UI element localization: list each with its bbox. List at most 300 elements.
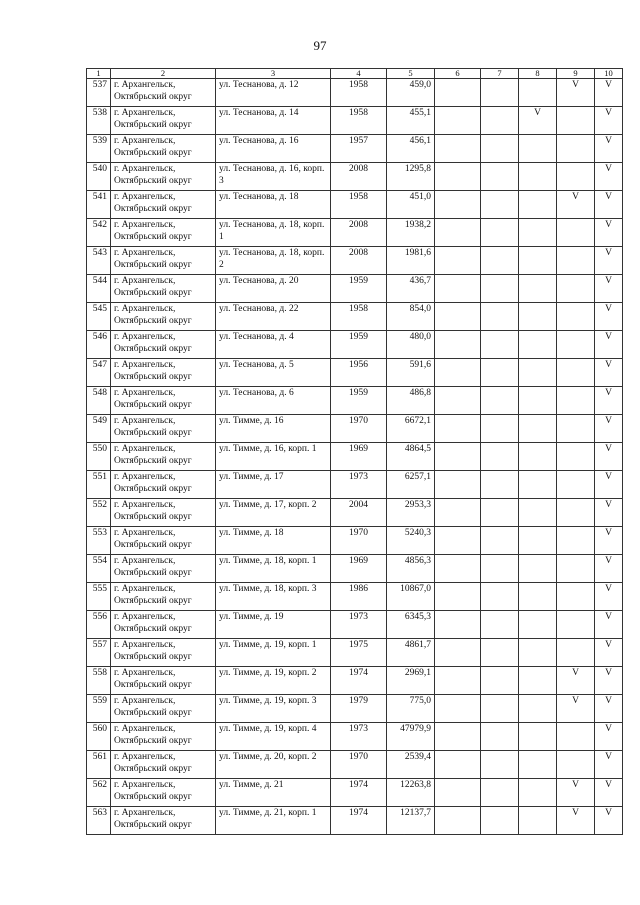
area-cell: 2969,1 [387,667,435,695]
mark-cell-9 [557,303,595,331]
area-cell: 436,7 [387,275,435,303]
column-number-header-row [87,69,623,79]
area-cell: 4864,5 [387,443,435,471]
area-cell: 6257,1 [387,471,435,499]
mark-cell-8 [519,359,557,387]
mark-cell-6 [435,107,481,135]
mark-cell-10: V [595,611,623,639]
area-cell: 591,6 [387,359,435,387]
table-row [87,807,623,835]
location-cell: г. Архангельск, Октябрьский округ [111,499,216,527]
location-cell: г. Архангельск, Октябрьский округ [111,331,216,359]
mark-cell-6 [435,555,481,583]
mark-cell-6 [435,779,481,807]
address-cell: ул. Теснанова, д. 20 [216,275,331,303]
year-cell: 1970 [331,415,387,443]
table-row [87,779,623,807]
address-cell: ул. Тимме, д. 18, корп. 3 [216,583,331,611]
year-cell: 1974 [331,807,387,835]
table-row [87,387,623,415]
year-cell: 1958 [331,107,387,135]
address-cell: ул. Теснанова, д. 4 [216,331,331,359]
mark-cell-7 [481,779,519,807]
year-cell: 1958 [331,191,387,219]
year-cell: 1957 [331,135,387,163]
row-number: 558 [87,667,111,695]
table-row [87,499,623,527]
mark-cell-8 [519,583,557,611]
row-number: 544 [87,275,111,303]
table-row [87,135,623,163]
table-row [87,471,623,499]
mark-cell-8 [519,695,557,723]
year-cell: 1959 [331,275,387,303]
mark-cell-8 [519,331,557,359]
mark-cell-10: V [595,359,623,387]
mark-cell-6 [435,303,481,331]
mark-cell-8 [519,191,557,219]
page-number: 97 [313,38,327,53]
mark-cell-8 [519,723,557,751]
mark-cell-7 [481,163,519,191]
location-cell: г. Архангельск, Октябрьский округ [111,723,216,751]
address-cell: ул. Тимме, д. 17 [216,471,331,499]
mark-cell-10: V [595,583,623,611]
column-header: 3 [216,69,331,79]
year-cell: 1979 [331,695,387,723]
year-cell: 2008 [331,163,387,191]
mark-cell-9 [557,107,595,135]
column-header: 8 [519,69,557,79]
mark-cell-10: V [595,723,623,751]
area-cell: 480,0 [387,331,435,359]
mark-cell-7 [481,555,519,583]
location-cell: г. Архангельск, Октябрьский округ [111,779,216,807]
mark-cell-10: V [595,247,623,275]
mark-cell-8 [519,303,557,331]
mark-cell-9: V [557,79,595,107]
mark-cell-6 [435,695,481,723]
mark-cell-6 [435,723,481,751]
location-cell: г. Архангельск, Октябрьский округ [111,611,216,639]
row-number: 543 [87,247,111,275]
mark-cell-9 [557,527,595,555]
table-row [87,639,623,667]
table-row [87,303,623,331]
year-cell: 1986 [331,583,387,611]
location-cell: г. Архангельск, Октябрьский округ [111,695,216,723]
mark-cell-7 [481,471,519,499]
mark-cell-10: V [595,443,623,471]
location-cell: г. Архангельск, Октябрьский округ [111,79,216,107]
row-number: 547 [87,359,111,387]
year-cell: 2008 [331,219,387,247]
year-cell: 1973 [331,471,387,499]
table-row [87,163,623,191]
mark-cell-7 [481,443,519,471]
mark-cell-7 [481,415,519,443]
area-cell: 2953,3 [387,499,435,527]
mark-cell-7 [481,247,519,275]
mark-cell-9 [557,611,595,639]
mark-cell-7 [481,331,519,359]
mark-cell-9 [557,247,595,275]
mark-cell-6 [435,499,481,527]
row-number: 538 [87,107,111,135]
mark-cell-8 [519,611,557,639]
location-cell: г. Архангельск, Октябрьский округ [111,639,216,667]
table-row [87,695,623,723]
mark-cell-8 [519,639,557,667]
area-cell: 486,8 [387,387,435,415]
mark-cell-7 [481,527,519,555]
mark-cell-6 [435,415,481,443]
address-cell: ул. Теснанова, д. 6 [216,387,331,415]
mark-cell-10: V [595,163,623,191]
mark-cell-9 [557,555,595,583]
year-cell: 1974 [331,667,387,695]
mark-cell-8 [519,79,557,107]
mark-cell-9 [557,443,595,471]
mark-cell-7 [481,359,519,387]
mark-cell-10: V [595,779,623,807]
table-row [87,107,623,135]
location-cell: г. Архангельск, Октябрьский округ [111,415,216,443]
mark-cell-10: V [595,135,623,163]
column-header: 1 [87,69,111,79]
mark-cell-8 [519,527,557,555]
year-cell: 2008 [331,247,387,275]
mark-cell-6 [435,359,481,387]
address-cell: ул. Тимме, д. 19 [216,611,331,639]
column-header: 2 [111,69,216,79]
mark-cell-6 [435,247,481,275]
year-cell: 1956 [331,359,387,387]
location-cell: г. Архангельск, Октябрьский округ [111,807,216,835]
mark-cell-7 [481,639,519,667]
row-number: 552 [87,499,111,527]
row-number: 540 [87,163,111,191]
area-cell: 4856,3 [387,555,435,583]
mark-cell-10: V [595,303,623,331]
mark-cell-6 [435,135,481,163]
table-row [87,415,623,443]
column-header: 6 [435,69,481,79]
mark-cell-8 [519,275,557,303]
mark-cell-8 [519,667,557,695]
mark-cell-9: V [557,191,595,219]
location-cell: г. Архангельск, Октябрьский округ [111,443,216,471]
address-cell: ул. Тимме, д. 19, корп. 4 [216,723,331,751]
location-cell: г. Архангельск, Октябрьский округ [111,135,216,163]
mark-cell-6 [435,583,481,611]
location-cell: г. Архангельск, Октябрьский округ [111,163,216,191]
column-header: 5 [387,69,435,79]
year-cell: 1969 [331,555,387,583]
address-cell: ул. Тимме, д. 16 [216,415,331,443]
mark-cell-10: V [595,79,623,107]
mark-cell-7 [481,583,519,611]
mark-cell-9 [557,163,595,191]
address-cell: ул. Тимме, д. 21, корп. 1 [216,807,331,835]
year-cell: 1973 [331,723,387,751]
mark-cell-10: V [595,107,623,135]
location-cell: г. Архангельск, Октябрьский округ [111,387,216,415]
mark-cell-10: V [595,527,623,555]
mark-cell-9: V [557,779,595,807]
mark-cell-7 [481,135,519,163]
mark-cell-9 [557,499,595,527]
mark-cell-10: V [595,751,623,779]
mark-cell-7 [481,107,519,135]
row-number: 561 [87,751,111,779]
mark-cell-6 [435,667,481,695]
location-cell: г. Архангельск, Октябрьский округ [111,107,216,135]
row-number: 541 [87,191,111,219]
mark-cell-10: V [595,331,623,359]
address-cell: ул. Тимме, д. 17, корп. 2 [216,499,331,527]
address-cell: ул. Тимме, д. 19, корп. 2 [216,667,331,695]
table-row [87,723,623,751]
address-cell: ул. Тимме, д. 20, корп. 2 [216,751,331,779]
year-cell: 1959 [331,387,387,415]
mark-cell-10: V [595,639,623,667]
mark-cell-7 [481,387,519,415]
housing-register-table [86,68,623,835]
mark-cell-7 [481,303,519,331]
row-number: 551 [87,471,111,499]
mark-cell-7 [481,667,519,695]
mark-cell-10: V [595,499,623,527]
row-number: 542 [87,219,111,247]
row-number: 563 [87,807,111,835]
area-cell: 459,0 [387,79,435,107]
mark-cell-6 [435,639,481,667]
mark-cell-8 [519,163,557,191]
table-row [87,191,623,219]
area-cell: 775,0 [387,695,435,723]
location-cell: г. Архангельск, Октябрьский округ [111,667,216,695]
year-cell: 1970 [331,751,387,779]
address-cell: ул. Теснанова, д. 16, корп. 3 [216,163,331,191]
mark-cell-8 [519,807,557,835]
mark-cell-6 [435,527,481,555]
location-cell: г. Архангельск, Октябрьский округ [111,471,216,499]
address-cell: ул. Тимме, д. 18, корп. 1 [216,555,331,583]
mark-cell-7 [481,611,519,639]
row-number: 537 [87,79,111,107]
mark-cell-7 [481,219,519,247]
mark-cell-9 [557,135,595,163]
column-header: 4 [331,69,387,79]
table-row [87,443,623,471]
location-cell: г. Архангельск, Октябрьский округ [111,527,216,555]
mark-cell-9 [557,387,595,415]
year-cell: 1973 [331,611,387,639]
mark-cell-7 [481,807,519,835]
row-number: 554 [87,555,111,583]
area-cell: 5240,3 [387,527,435,555]
mark-cell-8 [519,499,557,527]
table-row [87,79,623,107]
mark-cell-10: V [595,667,623,695]
mark-cell-6 [435,275,481,303]
address-cell: ул. Тимме, д. 21 [216,779,331,807]
mark-cell-10: V [595,807,623,835]
address-cell: ул. Тимме, д. 18 [216,527,331,555]
row-number: 546 [87,331,111,359]
mark-cell-8 [519,443,557,471]
address-cell: ул. Теснанова, д. 18, корп. 1 [216,219,331,247]
mark-cell-7 [481,191,519,219]
mark-cell-7 [481,499,519,527]
mark-cell-6 [435,79,481,107]
mark-cell-8 [519,779,557,807]
mark-cell-8 [519,387,557,415]
table-row [87,359,623,387]
mark-cell-8 [519,135,557,163]
location-cell: г. Архангельск, Октябрьский округ [111,359,216,387]
mark-cell-9: V [557,667,595,695]
area-cell: 451,0 [387,191,435,219]
row-number: 559 [87,695,111,723]
mark-cell-6 [435,471,481,499]
mark-cell-10: V [595,387,623,415]
mark-cell-10: V [595,415,623,443]
area-cell: 1295,8 [387,163,435,191]
location-cell: г. Архангельск, Октябрьский округ [111,191,216,219]
area-cell: 854,0 [387,303,435,331]
location-cell: г. Архангельск, Октябрьский округ [111,583,216,611]
area-cell: 12263,8 [387,779,435,807]
address-cell: ул. Теснанова, д. 18 [216,191,331,219]
area-cell: 455,1 [387,107,435,135]
area-cell: 456,1 [387,135,435,163]
year-cell: 2004 [331,499,387,527]
mark-cell-7 [481,79,519,107]
mark-cell-9 [557,723,595,751]
mark-cell-6 [435,163,481,191]
mark-cell-6 [435,191,481,219]
address-cell: ул. Теснанова, д. 18, корп. 2 [216,247,331,275]
mark-cell-10: V [595,219,623,247]
mark-cell-7 [481,751,519,779]
mark-cell-6 [435,807,481,835]
column-header: 7 [481,69,519,79]
year-cell: 1959 [331,331,387,359]
table-row [87,275,623,303]
table-row [87,219,623,247]
column-header: 10 [595,69,623,79]
address-cell: ул. Тимме, д. 16, корп. 1 [216,443,331,471]
mark-cell-6 [435,219,481,247]
mark-cell-8: V [519,107,557,135]
address-cell: ул. Тимме, д. 19, корп. 1 [216,639,331,667]
mark-cell-8 [519,555,557,583]
mark-cell-9 [557,639,595,667]
mark-cell-8 [519,247,557,275]
table-row [87,247,623,275]
mark-cell-9 [557,275,595,303]
location-cell: г. Архангельск, Октябрьский округ [111,219,216,247]
area-cell: 6345,3 [387,611,435,639]
location-cell: г. Архангельск, Октябрьский округ [111,303,216,331]
address-cell: ул. Тимме, д. 19, корп. 3 [216,695,331,723]
year-cell: 1958 [331,303,387,331]
location-cell: г. Архангельск, Октябрьский округ [111,555,216,583]
mark-cell-9 [557,415,595,443]
area-cell: 1938,2 [387,219,435,247]
mark-cell-7 [481,275,519,303]
year-cell: 1969 [331,443,387,471]
year-cell: 1958 [331,79,387,107]
area-cell: 6672,1 [387,415,435,443]
table-row [87,667,623,695]
mark-cell-9 [557,471,595,499]
year-cell: 1974 [331,779,387,807]
mark-cell-9: V [557,695,595,723]
address-cell: ул. Теснанова, д. 16 [216,135,331,163]
area-cell: 12137,7 [387,807,435,835]
mark-cell-6 [435,611,481,639]
mark-cell-10: V [595,695,623,723]
address-cell: ул. Теснанова, д. 12 [216,79,331,107]
mark-cell-10: V [595,471,623,499]
mark-cell-9 [557,583,595,611]
address-cell: ул. Теснанова, д. 5 [216,359,331,387]
row-number: 555 [87,583,111,611]
row-number: 545 [87,303,111,331]
mark-cell-9 [557,331,595,359]
row-number: 548 [87,387,111,415]
column-header: 9 [557,69,595,79]
year-cell: 1975 [331,639,387,667]
mark-cell-10: V [595,275,623,303]
location-cell: г. Архангельск, Октябрьский округ [111,247,216,275]
row-number: 556 [87,611,111,639]
mark-cell-8 [519,219,557,247]
row-number: 560 [87,723,111,751]
row-number: 539 [87,135,111,163]
mark-cell-7 [481,695,519,723]
table-row [87,555,623,583]
mark-cell-10: V [595,191,623,219]
year-cell: 1970 [331,527,387,555]
mark-cell-6 [435,387,481,415]
location-cell: г. Архангельск, Октябрьский округ [111,275,216,303]
table-row [87,583,623,611]
table-row [87,611,623,639]
area-cell: 4861,7 [387,639,435,667]
mark-cell-9 [557,751,595,779]
address-cell: ул. Теснанова, д. 14 [216,107,331,135]
row-number: 553 [87,527,111,555]
location-cell: г. Архангельск, Октябрьский округ [111,751,216,779]
area-cell: 10867,0 [387,583,435,611]
address-cell: ул. Теснанова, д. 22 [216,303,331,331]
area-cell: 2539,4 [387,751,435,779]
table-row [87,331,623,359]
mark-cell-6 [435,443,481,471]
row-number: 557 [87,639,111,667]
mark-cell-8 [519,415,557,443]
mark-cell-10: V [595,555,623,583]
mark-cell-7 [481,723,519,751]
area-cell: 1981,6 [387,247,435,275]
row-number: 549 [87,415,111,443]
mark-cell-8 [519,471,557,499]
mark-cell-9 [557,359,595,387]
